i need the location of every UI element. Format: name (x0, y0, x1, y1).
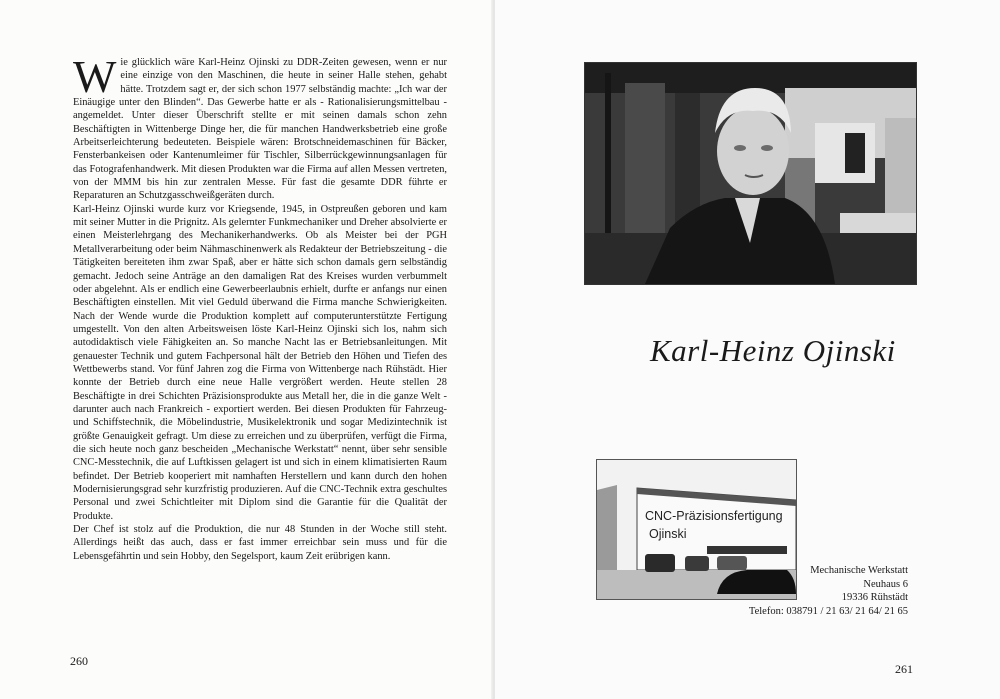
address-city: 19336 Rühstädt (841, 592, 908, 603)
page-number-left: 260 (70, 654, 88, 668)
article-body (73, 51, 447, 563)
person-name-title: Karl-Heinz Ojinski (650, 333, 896, 368)
left-page (0, 0, 493, 699)
company-address (749, 564, 908, 618)
building-sign-line1: CNC-Präzisionsfertigung (645, 509, 783, 523)
address-company: Mechanische Werkstatt (810, 565, 908, 576)
address-street: Neuhaus 6 (863, 578, 908, 590)
paragraph-1 (73, 51, 447, 203)
paragraph-1-text: ie glücklich wäre Karl-Heinz Ojinski zu DDR-Zeiten gewesen, wenn er nur eine einzige von den Maschinen, die heute in seiner Halle stehen, gehabt hätte. Trotzdem sagt er, der sich schon 1977 selbständig machte: „Ich war der Einäugige unter den Blinden“. Das Gewerbe hatte er als - Rationalisierungsmittelbau - angemeldet. Unter dieser Überschrift stellte er mit seinen damals schon zehn Beschäftigten in Wittenberge Dinge her, die für manchen Handwerksbetrieb eine große Arbeitserleichterung bedeuteten. Beispiele wären: Brotschneidemaschinen für Bäcker, Fensterbankeisen oder Kantenumleimer für Tischler, Silberrückgewinnungsanlagen für das Fotografenhandwerk. Mit diesen Produkten war die Firma auf allen Messen vertreten, von der MMM bis hin zur zentralen Messe. Für fast die gesamte DDR führte er Reparaturen an Schutzgasschweißgeräten durch. (73, 57, 447, 202)
portrait-photo-illustration (585, 63, 916, 284)
paragraph-2: Karl-Heinz Ojinski wurde kurz vor Kriegsende, 1945, in Ostpreußen geboren und kam mit seiner Mutter in die Prignitz. Als gelernter Funkmechaniker und Dreher absolvierte er einen Meisterlehrgang des Mechanikerhandwerks. Ob als Meister bei der PGH Metallverarbeitung oder beim Nähmaschinenwerk als Redakteur der Betriebszeitung - die Tätigkeiten bereiteten ihm zwar Spaß, aber er hätte sich schon damals gern selbständig gemacht. Jedoch seine Anträge an den damaligen Rat des Kreises wurden verbummelt oder abgelehnt. Als er endlich eine Gewerbeerlaubnis erhielt, durfte er anfangs nur einen Beschäftigten einstellen. Mit viel Geduld überwand die Firma manche Schwierigkeiten. Nach der Wende wurde die Produktion komplett auf computerunterstützte Fertigung umgestellt. Von den alten Arbeitsweisen löste Karl-Heinz Ojinski sich los, nahm sich autodidaktisch viele Fähigkeiten an. So manche Nacht las er Betriebsanleitungen. Mit genauester Technik und gutem Fachpersonal hält der Betrieb den Höhen und Tiefen des Wettbewerbs stand. Vor fünf Jahren zog die Firma von Wittenberge nach Rühstädt. Hier konnte der Betrieb durch eine neue Halle vergrößert werden. Heute stellen 28 Beschäftigte in drei Schichten Präzisionsprodukte aus Metall her, die in die ganze Welt - darunter auch nach Frankreich - exportiert werden. Bei diesen Produkten für Fahrzeug- und Schiffstechnik, die Möbelindustrie, Musikelektronik und sogar Medizintechnik ist größte Genauigkeit gefragt. Um diese zu erreichen und zu überprüfen, verfügt die Firma, die sich heute noch ganz bescheiden „Mechanische Werkstatt“ nennt, über sehr sensible CNC-Messtechnik, die auf Luftkissen gelagert ist und sich in einem klimatisierten Raum befindet. Der Betrieb kooperiert mit namhaften Herstellern und kann durch den hohen Modernisierungsgrad sehr kurzfristig produzieren. Auf die CNC-Technik extra geschultes Personal und zwei Schichtleiter mit Diplom sind die Garantie für die Qualität der Produkte. (73, 203, 447, 522)
address-phone: Telefon: 038791 / 21 63/ 21 64/ 21 65 (748, 605, 908, 617)
portrait-photo (584, 62, 917, 285)
page-number-right: 261 (895, 662, 913, 676)
drop-cap: W (73, 51, 117, 102)
paragraph-3: Der Chef ist stolz auf die Produktion, die nur 48 Stunden in der Woche still steht. Allerdings heißt das auch, dass er fast immer erreichbar sein muss und für die Lebensgefährtin und sein Hobby, den Segelsport, kaum Zeit erübrigen kann. (73, 524, 447, 562)
building-sign-line2: Ojinski (649, 527, 687, 541)
